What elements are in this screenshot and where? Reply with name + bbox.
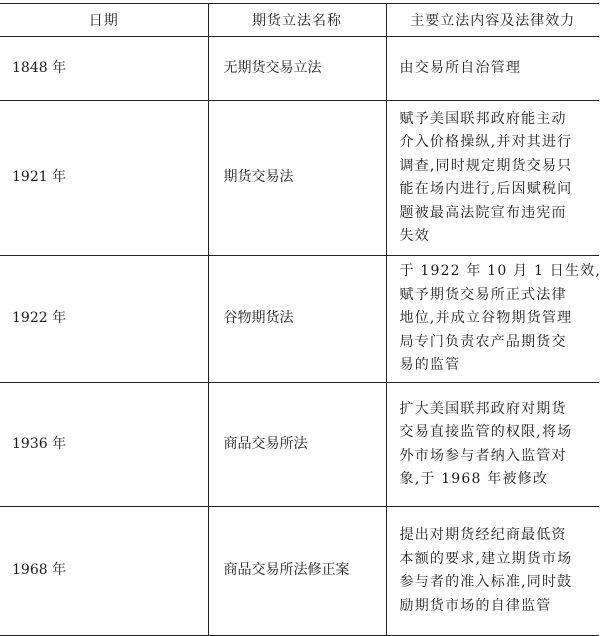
content-line: 调查,同时规定期货交易只 — [399, 157, 573, 174]
cell-law-name: 商品交易所法 — [208, 383, 386, 507]
header-law-name: 期货立法名称 — [208, 4, 386, 37]
cell-date: 1968 年 — [0, 507, 208, 636]
content-line: 扩大美国联邦政府对期货 — [399, 400, 567, 417]
table-row — [0, 383, 599, 507]
content-line: 交易直接监管的权限,将场 — [399, 424, 573, 440]
content-line: 参与者的准入标准,同时鼓 — [399, 574, 573, 590]
content-line: 于 1922 年 10 月 1 日生效, — [399, 263, 601, 280]
cell-date: 1848 年 — [0, 37, 208, 101]
cell-law-name: 无期货交易立法 — [208, 37, 386, 101]
cell-law-name: 商品交易所法修正案 — [208, 507, 386, 636]
table-row — [0, 507, 599, 636]
legislation-table — [0, 3, 599, 636]
table-row — [0, 256, 599, 383]
content-line: 本额的要求,建立期货市场 — [399, 550, 573, 567]
content-line: 励期货市场的自律监管 — [399, 597, 552, 614]
cell-content — [386, 383, 599, 507]
table-row — [0, 37, 599, 101]
cell-content — [386, 256, 599, 383]
header-content: 主要立法内容及法律效力 — [386, 4, 599, 37]
cell-date: 1936 年 — [0, 383, 208, 507]
header-date: 日期 — [0, 4, 208, 37]
cell-content — [386, 101, 599, 256]
table-row — [0, 101, 599, 256]
content-line: 赋予期货交易所正式法律 — [399, 286, 567, 303]
table-header-row — [0, 4, 599, 37]
content-line: 局专门负责农产品期货交 — [399, 333, 567, 350]
cell-date: 1921 年 — [0, 101, 208, 256]
cell-law-name: 谷物期货法 — [208, 256, 386, 383]
content-line: 地位,并成立谷物期货管理 — [399, 310, 573, 327]
cell-date: 1922 年 — [0, 256, 208, 383]
content-line: 介入价格操纵,并对其进行 — [399, 134, 573, 150]
cell-content — [386, 37, 599, 101]
content-line: 能在场内进行,后因赋税问 — [399, 181, 573, 197]
content-line: 象,于 1968 年被修改 — [399, 471, 549, 487]
content-line: 易的监管 — [399, 357, 461, 374]
content-line: 提出对期货经纪商最低资 — [399, 527, 567, 543]
cell-law-name: 期货交易法 — [208, 101, 386, 256]
content-line: 赋予美国联邦政府能主动 — [399, 110, 567, 127]
cell-content — [386, 507, 599, 636]
content-line: 由交易所自治管理 — [399, 59, 522, 76]
content-line: 失效 — [399, 228, 430, 244]
content-line: 题被最高法院宣布违宪而 — [399, 204, 567, 221]
content-line: 外市场参与者纳入监管对 — [399, 447, 567, 464]
